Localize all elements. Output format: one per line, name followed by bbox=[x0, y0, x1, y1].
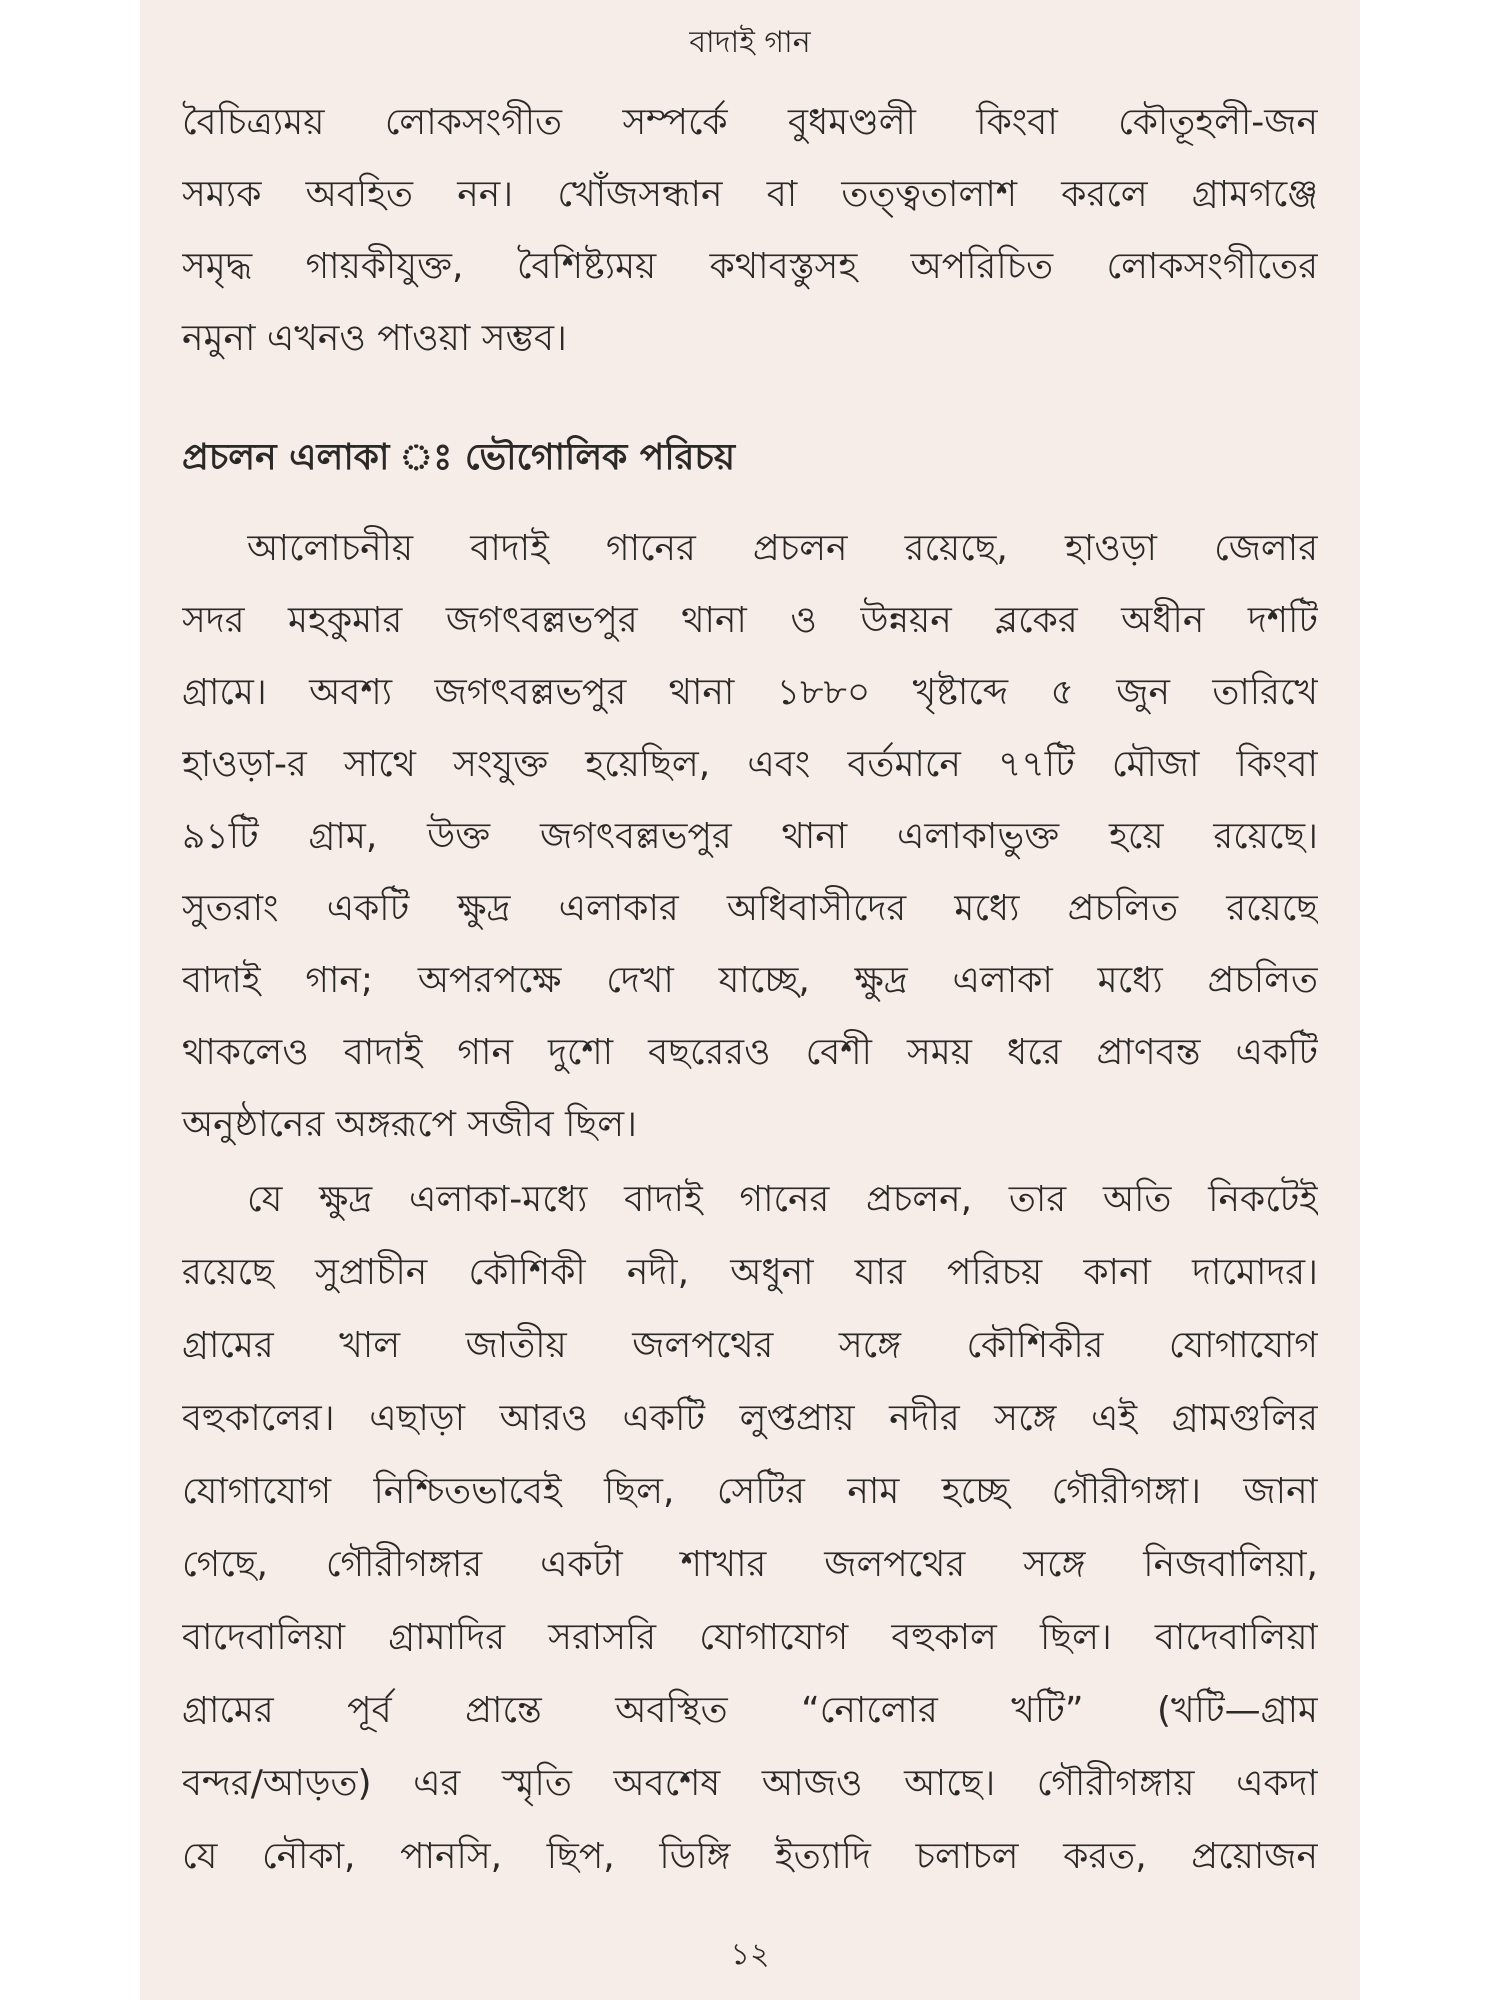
text-line: নমুনা এখনও পাওয়া সম্ভব। bbox=[182, 318, 567, 359]
text-line: যে ক্ষুদ্র এলাকা-মধ্যে বাদাই গানের প্রচলন, তার অতি নিকটেই bbox=[247, 1179, 1318, 1220]
text-line: বৈচিত্র্যময় লোকসংগীত সম্পর্কে বুধমণ্ডলী কিংবা কৌতূহলী-জন bbox=[182, 102, 1318, 143]
text-line: ৯১টি গ্রাম, উক্ত জগৎবল্লভপুর থানা এলাকাভুক্ত হয়ে রয়েছে। bbox=[182, 816, 1318, 857]
text-line: গেছে, গৌরীগঙ্গার একটা শাখার জলপথের সঙ্গে নিজবালিয়া, bbox=[182, 1544, 1318, 1585]
text-line: থাকলেও বাদাই গান দুশো বছরেরও বেশী সময় ধরে প্রাণবন্ত একটি bbox=[182, 1032, 1318, 1073]
text-line: বাদেবালিয়া গ্রামাদির সরাসরি যোগাযোগ বহুকাল ছিল। বাদেবালিয়া bbox=[182, 1617, 1318, 1658]
running-header: বাদাই গান bbox=[689, 25, 811, 60]
text-line: সম্যক অবহিত নন। খোঁজসন্ধান বা তত্ত্বতালাশ করলে গ্রামগঞ্জে bbox=[182, 174, 1318, 215]
text-line: সমৃদ্ধ গায়কীযুক্ত, বৈশিষ্ট্যময় কথাবস্তুসহ অপরিচিত লোকসংগীতের bbox=[182, 246, 1318, 287]
text-line: বহুকালের। এছাড়া আরও একটি লুপ্তপ্রায় নদীর সঙ্গে এই গ্রামগুলির bbox=[182, 1398, 1318, 1439]
page-number: ১২ bbox=[730, 1937, 770, 1972]
text-line: রয়েছে সুপ্রাচীন কৌশিকী নদী, অধুনা যার পরিচয় কানা দামোদর। bbox=[182, 1252, 1318, 1293]
text-line: গ্রামের পূর্ব প্রান্তে অবস্থিত “নোলোর খটি” (খটি—গ্রাম bbox=[182, 1690, 1318, 1731]
text-line: হাওড়া-র সাথে সংযুক্ত হয়েছিল, এবং বর্তমানে ৭৭টি মৌজা কিংবা bbox=[182, 744, 1318, 785]
text-line: গ্রামে। অবশ্য জগৎবল্লভপুর থানা ১৮৮০ খৃষ্টাব্দে ৫ জুন তারিখে bbox=[182, 672, 1318, 713]
text-line: গ্রামের খাল জাতীয় জলপথের সঙ্গে কৌশিকীর যোগাযোগ bbox=[182, 1325, 1318, 1366]
text-line: বাদাই গান; অপরপক্ষে দেখা যাচ্ছে, ক্ষুদ্র এলাকা মধ্যে প্রচলিত bbox=[182, 960, 1318, 1001]
text-line: সুতরাং একটি ক্ষুদ্র এলাকার অধিবাসীদের মধ্যে প্রচলিত রয়েছে bbox=[182, 888, 1318, 929]
section-heading: প্রচলন এলাকা ঃ ভৌগোলিক পরিচয় bbox=[182, 437, 736, 478]
text-line: আলোচনীয় বাদাই গানের প্রচলন রয়েছে, হাওড়া জেলার bbox=[247, 528, 1318, 569]
text-line: অনুষ্ঠানের অঙ্গরূপে সজীব ছিল। bbox=[182, 1104, 637, 1145]
text-line: যে নৌকা, পানসি, ছিপ, ডিঙ্গি ইত্যাদি চলাচল করত, প্রয়োজন bbox=[182, 1836, 1318, 1877]
text-line: বন্দর/আড়ত) এর স্মৃতি অবশেষ আজও আছে। গৌরীগঙ্গায় একদা bbox=[182, 1763, 1318, 1804]
text-line: যোগাযোগ নিশ্চিতভাবেই ছিল, সেটির নাম হচ্ছে গৌরীগঙ্গা। জানা bbox=[182, 1471, 1318, 1512]
text-line: সদর মহকুমার জগৎবল্লভপুর থানা ও উন্নয়ন ব্লকের অধীন দশটি bbox=[182, 600, 1318, 641]
